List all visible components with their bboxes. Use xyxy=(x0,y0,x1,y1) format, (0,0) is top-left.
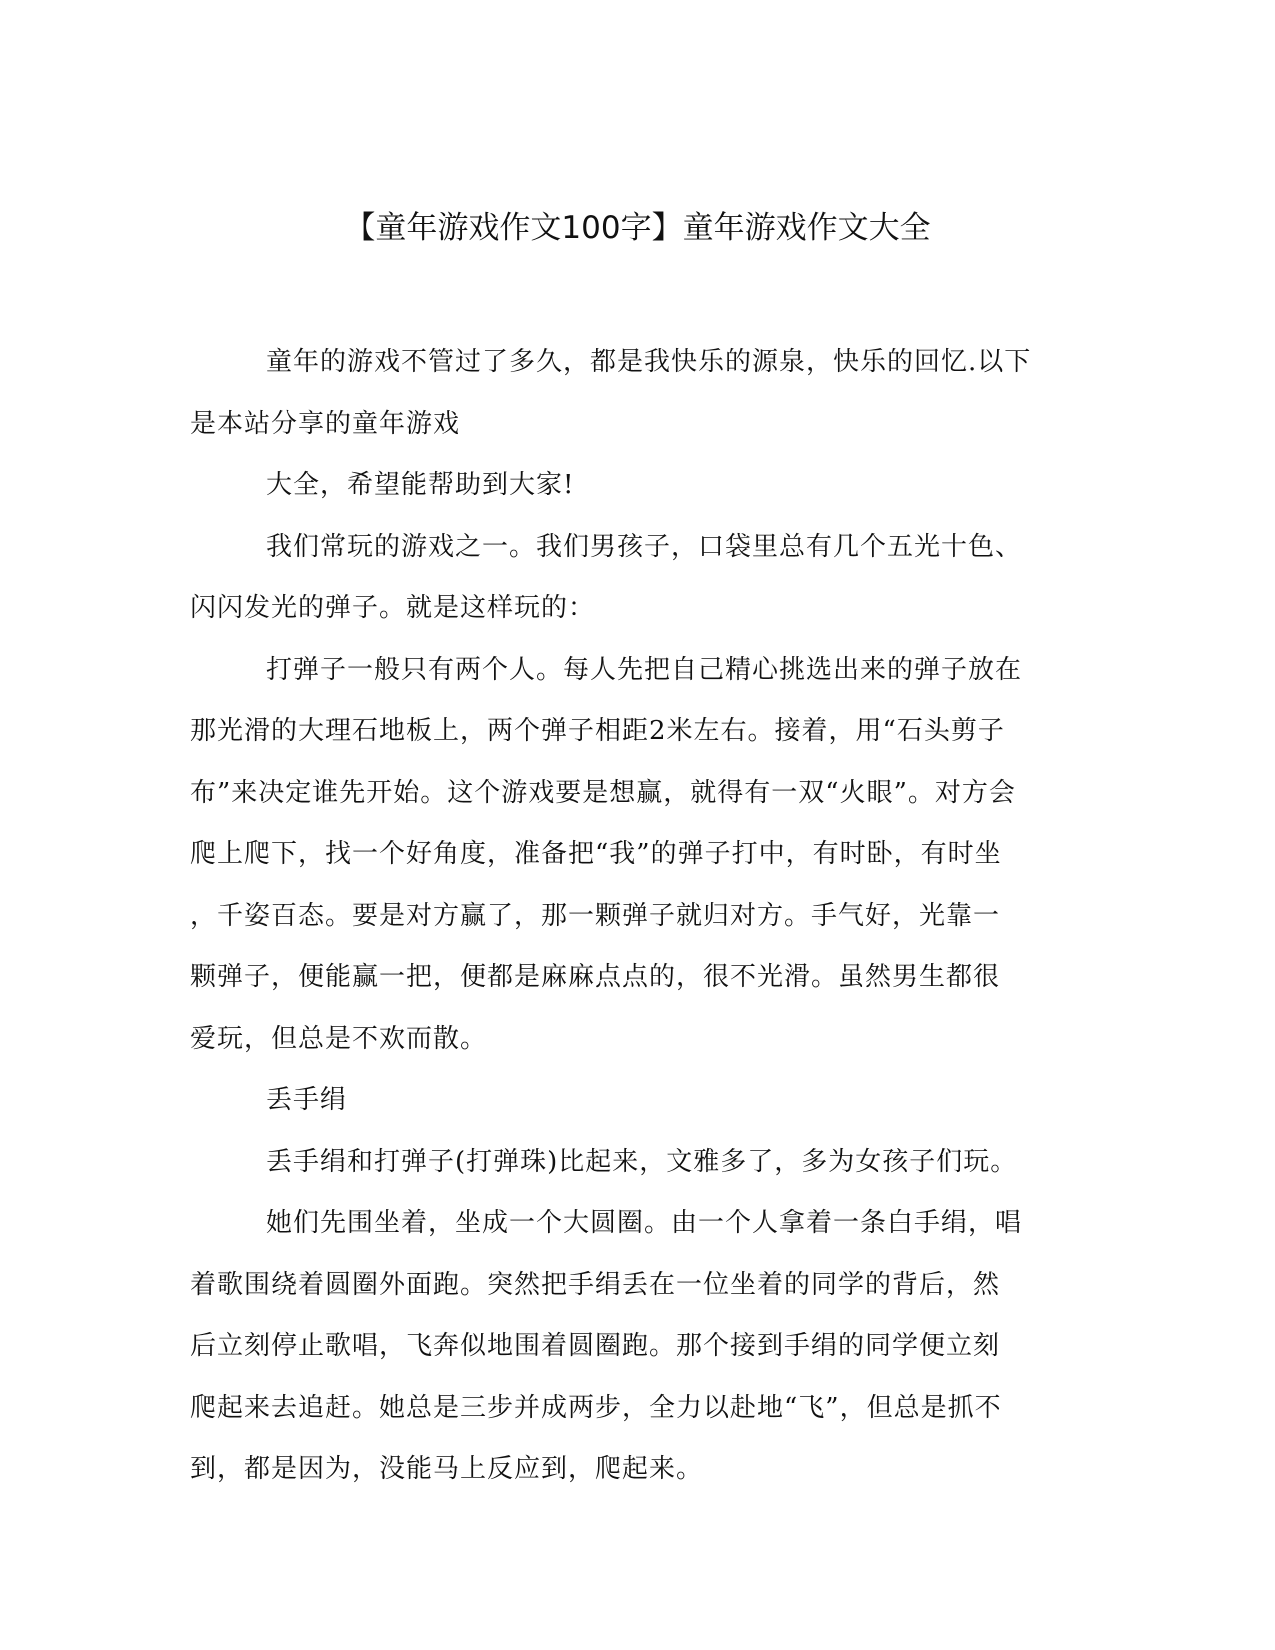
paragraph-line: 后立刻停止歌唱，飞奔似地围着圆圈跑。那个接到手绢的同学便立刻 xyxy=(190,1331,1001,1361)
document-title: 【童年游戏作文100字】童年游戏作文大全 xyxy=(344,210,931,246)
paragraph-line: 爱玩，但总是不欢而散。 xyxy=(190,1023,488,1054)
paragraph-line: 是本站分享的童年游戏 xyxy=(190,408,461,439)
section-heading: 丢手绢 xyxy=(266,1085,348,1115)
paragraph-line: 布”来决定谁先开始。这个游戏要是想赢，就得有一双“火眼”。对方会 xyxy=(190,777,1016,808)
paragraph-line: 闪闪发光的弹子。就是这样玩的： xyxy=(190,593,596,623)
paragraph-line: 她们先围坐着，坐成一个大圆圈。由一个人拿着一条白手绢，唱 xyxy=(266,1208,1023,1238)
paragraph-line: 爬上爬下，找一个好角度，准备把“我”的弹子打中，有时卧，有时坐 xyxy=(190,839,1002,869)
paragraph-line: 童年的游戏不管过了多久，都是我快乐的源泉，快乐的回忆.以下 xyxy=(266,347,1032,377)
paragraph-line: 大全，希望能帮助到大家! xyxy=(266,470,575,500)
paragraph-line: 到，都是因为，没能马上反应到，爬起来。 xyxy=(190,1454,704,1484)
paragraph-line: 打弹子一般只有两个人。每人先把自己精心挑选出来的弹子放在 xyxy=(266,654,1023,685)
paragraph-line: 颗弹子，便能赢一把，便都是麻麻点点的，很不光滑。虽然男生都很 xyxy=(190,962,1001,992)
document-body xyxy=(190,332,1085,1501)
paragraph-line: 那光滑的大理石地板上，两个弹子相距2米左右。接着，用“石头剪子 xyxy=(190,716,1005,746)
paragraph-line: 丢手绢和打弹子(打弹珠)比起来，文雅多了，多为女孩子们玩。 xyxy=(266,1146,1018,1177)
paragraph-line: 着歌围绕着圆圈外面跑。突然把手绢丢在一位坐着的同学的背后，然 xyxy=(190,1269,1001,1300)
paragraph-line: 我们常玩的游戏之一。我们男孩子，口袋里总有几个五光十色、 xyxy=(266,531,1023,562)
paragraph-line: ，千姿百态。要是对方赢了，那一颗弹子就归对方。手气好，光靠一 xyxy=(190,900,1001,931)
paragraph-line: 爬起来去追赶。她总是三步并成两步，全力以赴地“飞”，但总是抓不 xyxy=(190,1392,1002,1423)
